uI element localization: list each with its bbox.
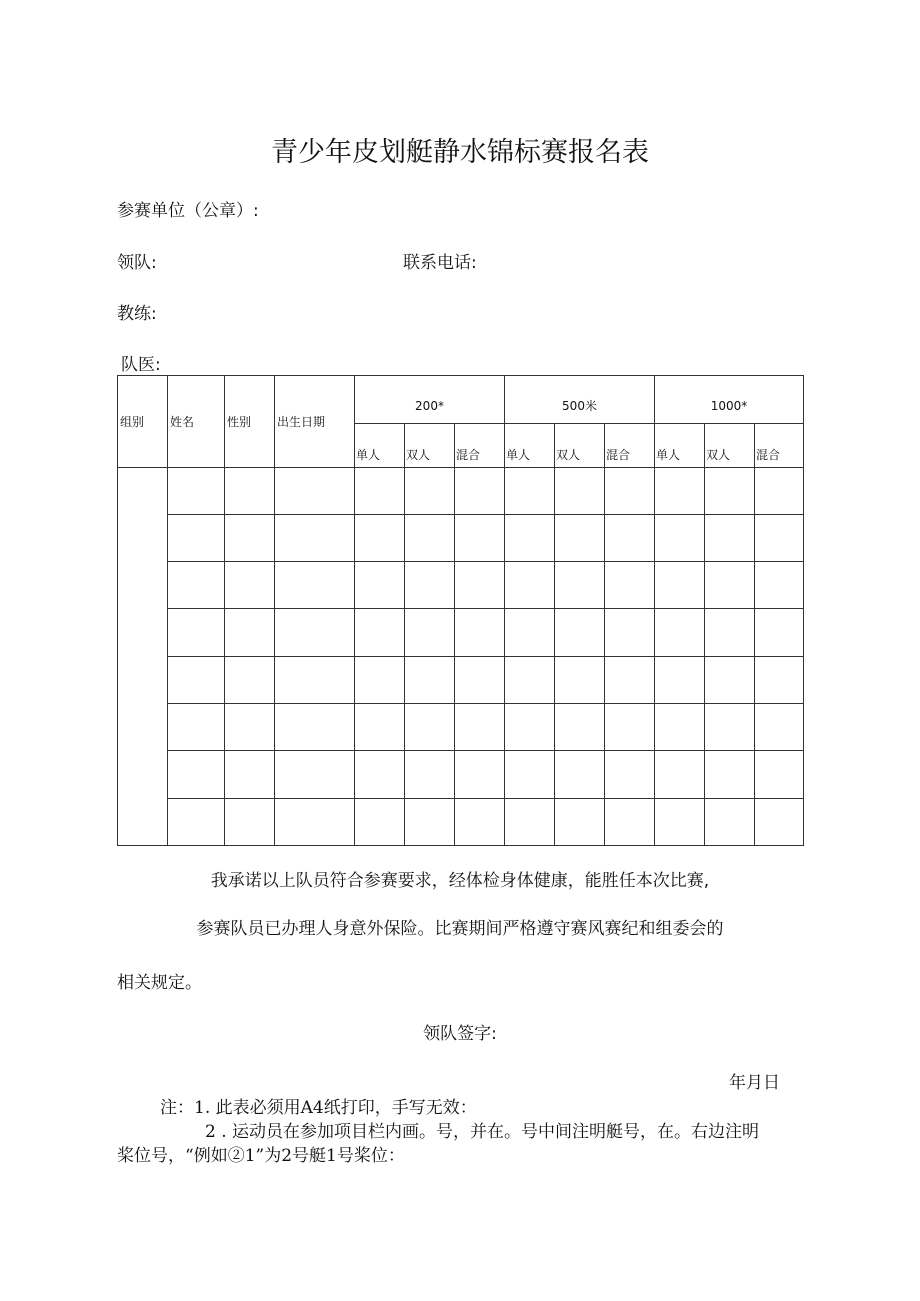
table-cell[interactable] xyxy=(655,656,705,703)
table-cell[interactable] xyxy=(405,609,455,656)
pledge-line-2: 参赛队员已办理人身意外保险。比赛期间严格遵守赛风赛纪和组委会的 xyxy=(196,919,724,939)
table-cell[interactable] xyxy=(275,609,355,656)
table-cell[interactable] xyxy=(605,514,655,561)
table-cell[interactable] xyxy=(405,562,455,609)
coach-field-label: 教练: xyxy=(117,304,157,324)
table-cell[interactable] xyxy=(405,704,455,751)
table-cell[interactable] xyxy=(355,467,405,514)
table-cell[interactable] xyxy=(605,562,655,609)
pledge-line-3: 相关规定。 xyxy=(117,973,202,993)
table-row xyxy=(118,514,804,561)
table-cell[interactable] xyxy=(275,514,355,561)
table-cell[interactable] xyxy=(705,562,755,609)
subheader-double: 双人 xyxy=(705,424,755,467)
table-header-row xyxy=(118,376,804,424)
table-cell[interactable] xyxy=(755,609,804,656)
table-cell[interactable] xyxy=(605,609,655,656)
table-row xyxy=(118,609,804,656)
table-cell[interactable] xyxy=(505,562,555,609)
table-cell[interactable] xyxy=(275,562,355,609)
table-cell[interactable] xyxy=(605,656,655,703)
subheader-single: 单人 xyxy=(655,424,705,467)
table-cell[interactable] xyxy=(655,798,705,845)
table-cell[interactable] xyxy=(705,609,755,656)
table-cell[interactable] xyxy=(455,609,505,656)
table-cell[interactable] xyxy=(555,704,605,751)
table-cell[interactable] xyxy=(275,467,355,514)
table-cell[interactable] xyxy=(655,562,705,609)
table-cell[interactable] xyxy=(168,751,225,798)
note-line-1: 注：1. 此表必须用A4纸打印，手写无效： xyxy=(160,1098,477,1118)
table-cell[interactable] xyxy=(505,514,555,561)
pledge-line-1: 我承诺以上队员符合参赛要求，经体检身体健康，能胜任本次比赛, xyxy=(210,871,710,891)
subheader-mixed: 混合 xyxy=(755,424,804,467)
header-event-500: 500米 xyxy=(505,376,655,424)
table-cell[interactable] xyxy=(168,467,225,514)
table-cell[interactable] xyxy=(355,514,405,561)
date-label: 年月日 xyxy=(729,1073,780,1093)
table-cell[interactable] xyxy=(755,704,804,751)
table-cell[interactable] xyxy=(225,656,275,703)
table-cell[interactable] xyxy=(755,467,804,514)
header-event-1000: 1000* xyxy=(655,376,804,424)
header-event-200: 200* xyxy=(355,376,505,424)
table-row xyxy=(118,751,804,798)
table-cell[interactable] xyxy=(705,798,755,845)
table-cell[interactable] xyxy=(555,609,605,656)
table-cell[interactable] xyxy=(275,798,355,845)
table-cell[interactable] xyxy=(168,704,225,751)
table-cell[interactable] xyxy=(168,656,225,703)
table-cell[interactable] xyxy=(505,467,555,514)
table-cell[interactable] xyxy=(275,704,355,751)
table-cell[interactable] xyxy=(355,656,405,703)
table-cell[interactable] xyxy=(755,514,804,561)
header-birth-date: 出生日期 xyxy=(275,376,355,468)
unit-field-label: 参赛单位（公章）: xyxy=(117,201,259,221)
table-cell[interactable] xyxy=(275,751,355,798)
table-cell[interactable] xyxy=(405,514,455,561)
table-cell[interactable] xyxy=(555,514,605,561)
table-cell[interactable] xyxy=(505,704,555,751)
table-cell[interactable] xyxy=(168,514,225,561)
table-cell[interactable] xyxy=(355,704,405,751)
table-cell[interactable] xyxy=(455,562,505,609)
table-cell[interactable] xyxy=(405,798,455,845)
table-cell[interactable] xyxy=(555,751,605,798)
table-cell[interactable] xyxy=(705,656,755,703)
table-cell[interactable] xyxy=(705,704,755,751)
table-cell[interactable] xyxy=(655,514,705,561)
leader-signature-label: 领队签字: xyxy=(423,1024,497,1044)
registration-table xyxy=(117,375,804,846)
note-line-2: 2 . 运动员在参加项目栏内画。号，并在。号中间注明艇号，在。右边注明 xyxy=(205,1122,760,1142)
table-cell[interactable] xyxy=(755,656,804,703)
table-row xyxy=(118,656,804,703)
table-cell[interactable] xyxy=(225,514,275,561)
group-cell[interactable] xyxy=(118,467,168,845)
table-cell[interactable] xyxy=(505,609,555,656)
table-cell[interactable] xyxy=(225,704,275,751)
table-cell[interactable] xyxy=(168,798,225,845)
subheader-double: 双人 xyxy=(555,424,605,467)
table-cell[interactable] xyxy=(455,704,505,751)
table-cell[interactable] xyxy=(655,609,705,656)
table-cell[interactable] xyxy=(355,609,405,656)
table-cell[interactable] xyxy=(405,751,455,798)
table-cell[interactable] xyxy=(555,656,605,703)
header-group: 组别 xyxy=(118,376,168,468)
leader-field-label: 领队: xyxy=(117,253,157,273)
table-cell[interactable] xyxy=(168,562,225,609)
subheader-single: 单人 xyxy=(355,424,405,467)
phone-field-label: 联系电话: xyxy=(403,253,477,273)
table-cell[interactable] xyxy=(755,562,804,609)
table-cell[interactable] xyxy=(705,467,755,514)
header-name: 姓名 xyxy=(168,376,225,468)
table-cell[interactable] xyxy=(705,514,755,561)
table-cell[interactable] xyxy=(655,751,705,798)
table-cell[interactable] xyxy=(225,798,275,845)
table-cell[interactable] xyxy=(655,467,705,514)
table-cell[interactable] xyxy=(225,609,275,656)
table-row xyxy=(118,467,804,514)
table-cell[interactable] xyxy=(605,704,655,751)
table-cell[interactable] xyxy=(455,514,505,561)
table-cell[interactable] xyxy=(705,751,755,798)
table-cell[interactable] xyxy=(605,798,655,845)
table-cell[interactable] xyxy=(755,751,804,798)
table-cell[interactable] xyxy=(605,751,655,798)
table-body xyxy=(118,467,804,845)
table-cell[interactable] xyxy=(555,798,605,845)
table-row xyxy=(118,562,804,609)
table-cell[interactable] xyxy=(355,562,405,609)
table-cell[interactable] xyxy=(405,467,455,514)
table-cell[interactable] xyxy=(505,798,555,845)
table-cell[interactable] xyxy=(455,798,505,845)
subheader-single: 单人 xyxy=(505,424,555,467)
table-cell[interactable] xyxy=(455,656,505,703)
header-gender: 性别 xyxy=(225,376,275,468)
table-cell[interactable] xyxy=(455,751,505,798)
table-cell[interactable] xyxy=(755,798,804,845)
table-cell[interactable] xyxy=(655,704,705,751)
table-cell[interactable] xyxy=(505,656,555,703)
table-cell[interactable] xyxy=(405,656,455,703)
table-cell[interactable] xyxy=(355,798,405,845)
table-cell[interactable] xyxy=(555,562,605,609)
table-cell[interactable] xyxy=(225,751,275,798)
subheader-double: 双人 xyxy=(405,424,455,467)
subheader-mixed: 混合 xyxy=(605,424,655,467)
table-cell[interactable] xyxy=(555,467,605,514)
form-title: 青少年皮划艇静水锦标赛报名表 xyxy=(271,137,649,168)
table-cell[interactable] xyxy=(505,751,555,798)
table-cell[interactable] xyxy=(225,467,275,514)
table-cell[interactable] xyxy=(355,751,405,798)
table-cell[interactable] xyxy=(605,467,655,514)
table-row xyxy=(118,798,804,845)
table-cell[interactable] xyxy=(275,656,355,703)
table-cell[interactable] xyxy=(168,609,225,656)
table-cell[interactable] xyxy=(455,467,505,514)
table-row xyxy=(118,704,804,751)
subheader-mixed: 混合 xyxy=(455,424,505,467)
doctor-field-label: 队医: xyxy=(121,355,161,375)
note-line-3: 桨位号，“例如②1”为2号艇1号桨位： xyxy=(117,1146,405,1166)
table-cell[interactable] xyxy=(225,562,275,609)
